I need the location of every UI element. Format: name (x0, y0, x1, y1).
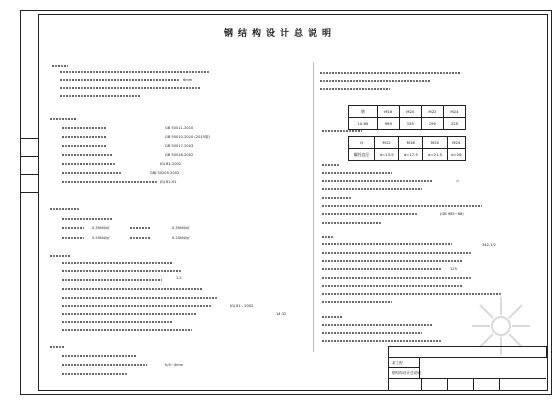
text-line (60, 79, 180, 81)
sheet-title: 钢结构设计总说明 (223, 29, 336, 39)
text-line (320, 72, 460, 74)
text-line (322, 188, 422, 190)
table-cell: 155 (399, 118, 421, 130)
text-line (62, 270, 182, 272)
standard-6: GBJ 50205-2002 (150, 171, 180, 175)
text-line (62, 163, 116, 165)
section-6-heading (322, 163, 340, 167)
text-line (322, 252, 472, 254)
text-line (322, 340, 442, 342)
section-7-heading (322, 235, 334, 239)
title-block-drawing: 钢结构设计总说明 (392, 371, 421, 375)
text-line (130, 237, 150, 239)
title-block (388, 346, 548, 391)
text-line (322, 324, 432, 326)
text-line (62, 297, 217, 299)
text-line (62, 313, 197, 315)
text-line (322, 301, 392, 303)
load-value-2: 0.30kN/㎡ (172, 226, 190, 230)
text-line (62, 145, 106, 147)
table-cell: Q (349, 137, 375, 149)
table-cell: M24 (447, 137, 465, 149)
table-cell: d=21.5 (423, 149, 447, 161)
table-cell: M20 (399, 106, 421, 118)
text-line (322, 205, 482, 207)
section-5-heading (50, 345, 64, 349)
standard-4: GB 50018-2002 (165, 153, 194, 157)
standard-3: GB 50017-2003 (165, 144, 194, 148)
section-2-heading (50, 117, 76, 121)
reference-jgj: JGJ 81 - 2002 (230, 304, 254, 308)
load-value-3: 0.50kN/㎡ (92, 236, 110, 240)
text-line (322, 316, 342, 318)
text-line (322, 130, 362, 132)
text-line (62, 305, 212, 307)
text-line (322, 197, 352, 199)
text-line (62, 279, 162, 281)
text-line (62, 364, 147, 366)
text-line (62, 154, 112, 156)
text-line (322, 332, 422, 334)
standard-2: GB 50010-2010 (2015版) (165, 135, 210, 139)
size-label: 6mm (183, 78, 193, 82)
text-line (62, 227, 84, 229)
text-line (62, 329, 192, 331)
load-value-1: 0.30kN/㎡ (92, 226, 110, 230)
load-value-4: 0.20kN/㎡ (172, 236, 190, 240)
section-4-heading (50, 254, 70, 258)
fraction-value: 342-1/2 (482, 243, 496, 247)
value-125: 125 (450, 267, 457, 271)
text-line (322, 243, 452, 245)
title-block-cell (389, 378, 422, 390)
title-block-cell (419, 357, 546, 378)
text-line (62, 237, 84, 239)
title-block-cell (473, 378, 500, 390)
table-cell: 螺栓直径 (349, 149, 375, 161)
table-cell: 10.65 (349, 118, 378, 130)
table-cell: 999 (377, 118, 399, 130)
title-block-cell (447, 378, 474, 390)
text-line (62, 321, 172, 323)
table-cell: M22 (421, 106, 443, 118)
table-cell: 钢 (349, 106, 378, 118)
material-table-2 (348, 136, 466, 161)
text-line (320, 88, 390, 90)
table-cell: M16 (377, 106, 399, 118)
section-1-heading (52, 64, 68, 68)
title-block-cell (421, 378, 448, 390)
text-line (60, 71, 210, 73)
table-cell: d=26 (447, 149, 465, 161)
text-line (62, 127, 106, 129)
text-line (60, 87, 200, 89)
binding-strip-cell (20, 138, 38, 157)
table-cell: M12 (375, 137, 399, 149)
text-line (62, 172, 122, 174)
standard-7: JGJ 82-91 (160, 180, 177, 184)
dimension-value: h/4~4mm (165, 363, 184, 367)
binding-strip-cell (20, 156, 38, 175)
text-line (322, 213, 417, 215)
standard-5: JGJ 81-2002 (160, 162, 182, 166)
inline-note: < (456, 179, 460, 183)
material-table-1 (348, 105, 466, 130)
title-block-project: 某工程 (392, 361, 403, 365)
title-block-cell (499, 378, 546, 390)
reference-number: 14.32 (276, 312, 287, 316)
text-line (322, 222, 382, 224)
text-line (320, 80, 430, 82)
text-line (62, 373, 127, 375)
text-line (62, 218, 112, 220)
table-cell: 190 (421, 118, 443, 130)
section-3-heading (50, 207, 80, 211)
binding-strip-cell (20, 120, 38, 139)
table-cell: d=13.5 (375, 149, 399, 161)
text-line (62, 262, 172, 264)
text-line (62, 136, 106, 138)
text-line (322, 285, 462, 287)
table-cell: M20 (423, 137, 447, 149)
factor-value: 1.2 (176, 276, 182, 280)
text-line (62, 181, 157, 183)
text-line (322, 180, 432, 182)
text-line (322, 277, 472, 279)
standard-ref: (GB 985~88) (440, 212, 464, 216)
text-line (60, 95, 140, 97)
table-cell: M24 (443, 106, 465, 118)
text-line (322, 268, 442, 270)
text-line (130, 227, 150, 229)
column-divider (313, 62, 314, 352)
table-cell: 225 (443, 118, 465, 130)
text-line (322, 172, 392, 174)
text-line (62, 288, 202, 290)
standard-1: GB 50011-2010 (165, 126, 194, 130)
table-cell: d=17.5 (399, 149, 423, 161)
text-line (322, 260, 462, 262)
text-line (62, 355, 137, 357)
table-cell: M16 (399, 137, 423, 149)
binding-strip-cell (20, 174, 38, 193)
